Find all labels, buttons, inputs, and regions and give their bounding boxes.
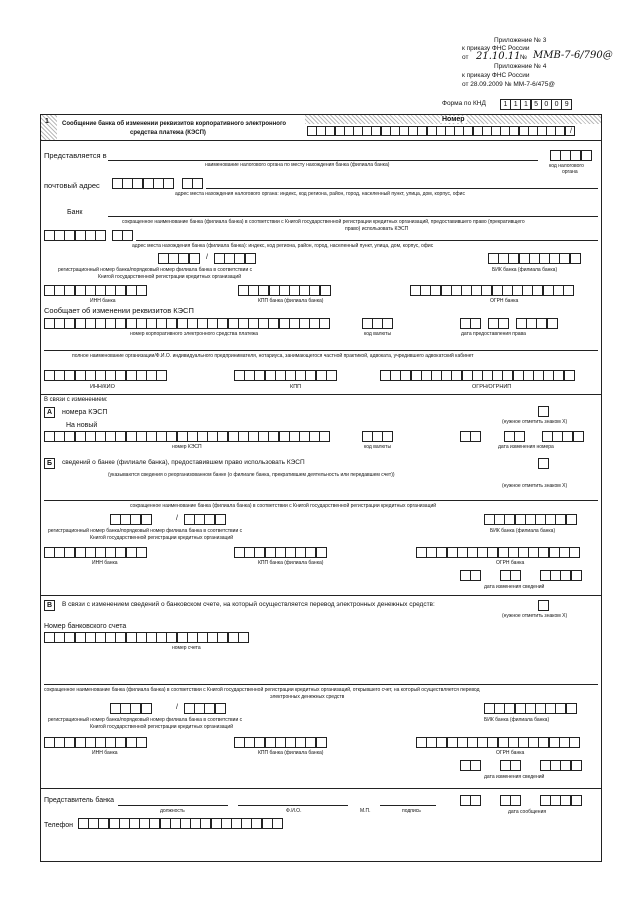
appendix-4: Приложение № 4 — [494, 63, 547, 70]
phone-label: Телефон — [44, 822, 74, 829]
input-cell[interactable] — [566, 514, 577, 525]
tax-org-caption: наименование налогового органа по месту нахождения банка (филиала банка) — [205, 162, 390, 168]
v-reg-caption-2: Книгой государственной регистрации кредитных организаций — [90, 724, 233, 730]
org-name-line[interactable] — [44, 350, 598, 351]
grant-year-cells[interactable] — [516, 318, 557, 329]
v-reg-slash: / — [176, 704, 178, 711]
knd-code-cells — [500, 99, 571, 110]
postal-address-caption: адрес места нахождения налогового органа: индекс, код региона, район, город, населенный пункт, улица, дом, корпус, офис — [175, 191, 465, 197]
postal-address-line[interactable] — [206, 188, 598, 189]
phone-cells[interactable] — [78, 818, 282, 829]
knd-digit: 1 — [510, 99, 521, 110]
v-inn-cells[interactable] — [44, 737, 146, 748]
account-cells[interactable] — [44, 632, 248, 643]
input-cell[interactable] — [163, 178, 174, 189]
b-bik-cells[interactable] — [484, 514, 576, 525]
input-cell[interactable] — [136, 547, 147, 558]
fio-line[interactable] — [238, 805, 348, 806]
b-kpp-caption: КПП банка (филиала банка) — [258, 560, 324, 566]
input-cell[interactable] — [563, 285, 574, 296]
b-label: сведений о банке (филиале банка), предоставившем право использовать КЭСП — [62, 459, 305, 466]
position-line[interactable] — [118, 805, 228, 806]
b-ogrn-cells[interactable] — [416, 547, 579, 558]
input-cell[interactable] — [566, 703, 577, 714]
input-cell[interactable] — [245, 253, 256, 264]
signature-caption: подпись — [402, 808, 421, 814]
v-mark: В — [44, 600, 55, 611]
bik-cells[interactable] — [488, 253, 580, 264]
input-cell[interactable] — [573, 431, 584, 442]
knd-digit: 5 — [531, 99, 542, 110]
reg-number-cells[interactable] — [158, 253, 199, 264]
kpp2-caption: КПП — [290, 384, 302, 390]
mp-caption: М.П. — [360, 808, 371, 814]
input-cell[interactable] — [547, 318, 558, 329]
v-short-name-caption-1: сокращенное наименование банка (филиала банка) в соответствии с Книгой государственной регистрации кредитных организаций, открывшего счет, на который осуществляется перевод — [44, 687, 480, 693]
knd-digit: 1 — [520, 99, 531, 110]
v-bank-name-line[interactable] — [44, 684, 598, 685]
input-cell[interactable] — [272, 818, 283, 829]
section-divider — [40, 788, 602, 789]
input-cell[interactable] — [382, 431, 393, 442]
v-reg-cells[interactable] — [110, 703, 151, 714]
postal-index-cells[interactable] — [112, 178, 173, 189]
v-branch-cells[interactable] — [184, 703, 225, 714]
innkio-cells[interactable] — [44, 370, 166, 381]
inn-caption: ИНН банка — [90, 298, 116, 304]
b-reg-caption-1: регистрационный номер банка/порядковый номер филиала банка в соответствии с — [48, 528, 243, 534]
input-cell[interactable] — [156, 370, 167, 381]
input-cell[interactable] — [571, 795, 582, 806]
input-cell[interactable] — [192, 178, 203, 189]
input-cell[interactable] — [514, 431, 525, 442]
new-currency-cells[interactable] — [362, 431, 393, 442]
signature-line[interactable] — [380, 805, 436, 806]
title-mark: 1 — [45, 118, 49, 125]
reg-caption-1: регистрационный номер банка/порядковый номер филиала банка в соответствии с — [58, 267, 253, 273]
tax-org-line[interactable] — [108, 160, 538, 161]
input-cell[interactable] — [571, 760, 582, 771]
b-reg-caption-2: Книгой государственной регистрации кредитных организаций — [90, 535, 233, 541]
appendix-3-date-label: от — [462, 54, 469, 61]
branch-number-cells[interactable] — [214, 253, 255, 264]
v-kpp-cells[interactable] — [234, 737, 326, 748]
v-kpp-caption: КПП банка (филиала банка) — [258, 750, 324, 756]
input-cell[interactable] — [569, 547, 580, 558]
b-kpp-cells[interactable] — [234, 547, 326, 558]
innkio-caption: ИНН/КИО — [90, 384, 115, 390]
grant-month-cells[interactable] — [488, 318, 508, 329]
number-cells[interactable] — [307, 126, 574, 137]
postal-region-cells[interactable] — [182, 178, 202, 189]
b-bik-caption: БИК банка (филиала банка) — [490, 528, 556, 534]
input-cell[interactable] — [510, 570, 521, 581]
msg-date-caption: дата сообщения — [508, 809, 547, 815]
v-short-name-caption-2: электронных денежных средств — [270, 694, 345, 700]
input-cell[interactable] — [319, 318, 330, 329]
change-date-caption: дата изменения номера — [498, 444, 554, 450]
input-cell[interactable] — [215, 514, 226, 525]
appendix-3-num-label: № — [520, 54, 527, 61]
bank-caption-1: сокращенное наименование банка (филиала банка) в соответствии с Книгой государственной регистрации кредитных организаций, предоставившего право (прекративщего — [122, 219, 525, 225]
grant-date-caption: дата предоставления права — [461, 331, 526, 337]
input-cell[interactable] — [570, 253, 581, 264]
msg-day-cells[interactable] — [460, 795, 480, 806]
appendix-3-order: к приказу ФНС России — [462, 45, 530, 52]
input-cell[interactable] — [382, 318, 393, 329]
v-info-day-cells[interactable] — [460, 760, 480, 771]
input-cell[interactable] — [95, 230, 106, 241]
input-cell[interactable] — [316, 737, 327, 748]
a-mark: А — [44, 407, 55, 418]
reg-slash: / — [206, 254, 208, 261]
b-info-date-caption: дата изменения сведений — [484, 584, 545, 590]
tax-code-caption-1: код налогового — [549, 163, 584, 169]
knd-digit: 1 — [500, 99, 511, 110]
input-cell[interactable] — [141, 703, 152, 714]
a-checkbox[interactable] — [538, 406, 549, 417]
bank-region-cells[interactable] — [112, 230, 132, 241]
input-cell[interactable] — [470, 431, 481, 442]
b-reg-cells[interactable] — [110, 514, 151, 525]
kpp2-cells[interactable] — [234, 370, 336, 381]
input-cell[interactable] — [569, 737, 580, 748]
input-cell[interactable] — [238, 632, 249, 643]
v-ogrn-caption: ОГРН банка — [496, 750, 525, 756]
reg-caption-2: Книгой государственной регистрации кредитных организаций — [98, 274, 241, 280]
section-divider — [40, 394, 602, 395]
input-cell[interactable] — [319, 431, 330, 442]
input-cell[interactable] — [215, 703, 226, 714]
title-line-2: средства платежа (КЭСП) — [130, 130, 206, 136]
a-label: номера КЭСП — [62, 409, 108, 416]
knd-digit: 9 — [561, 99, 572, 110]
v-label: В связи с изменением сведений о банковском счете, на который осуществляется перевод электронных денежных средств: — [62, 601, 435, 608]
b-bank-name-line[interactable] — [44, 500, 598, 501]
knd-digit: 0 — [541, 99, 552, 110]
tax-code-cells[interactable] — [550, 150, 591, 161]
v-info-date-caption: дата изменения сведений — [484, 774, 545, 780]
kesp-number-cells[interactable] — [44, 318, 330, 329]
kpp-caption: КПП банка (филиала банка) — [258, 298, 324, 304]
currency-cells[interactable] — [362, 318, 393, 329]
bik-caption: БИК банка (филиала банка) — [492, 267, 558, 273]
inn-cells[interactable] — [44, 285, 146, 296]
b-branch-cells[interactable] — [184, 514, 225, 525]
input-cell[interactable] — [470, 760, 481, 771]
section-divider — [40, 595, 602, 596]
b-info-year-cells[interactable] — [540, 570, 581, 581]
b-reg-slash: / — [176, 515, 178, 522]
b-short-name-caption: сокращенное наименование банка (филиала банка) в соответствии с Книгой государственной регистрации кредитных организаций — [130, 503, 437, 509]
v-info-year-cells[interactable] — [540, 760, 581, 771]
rep-label: Представитель банка — [44, 797, 115, 804]
input-cell[interactable] — [498, 318, 509, 329]
ogrn-cells[interactable] — [410, 285, 573, 296]
input-cell[interactable] — [136, 285, 147, 296]
b-inn-caption: ИНН банка — [92, 560, 118, 566]
a-mark-hint: (нужное отметить знаком X) — [502, 419, 568, 425]
input-cell[interactable] — [189, 253, 200, 264]
knd-digit: 0 — [551, 99, 562, 110]
b-note: (указываются сведения о реорганизованном банке (о филиале банка, прекратившем деятельность или передавшем счет)) — [108, 472, 395, 478]
handwritten-order-number: ММВ-7-6/790@ — [533, 50, 613, 61]
input-cell[interactable] — [136, 737, 147, 748]
grant-day-cells[interactable] — [460, 318, 480, 329]
ogrnip-cells[interactable] — [380, 370, 574, 381]
input-cell[interactable] — [326, 370, 337, 381]
v-reg-caption-1: регистрационный номер банка/порядковый номер филиала банка в соответствии с — [48, 717, 243, 723]
change-month-cells[interactable] — [504, 431, 524, 442]
appendix-4-date: от 28.09.2009 № ММ-7-6/475@ — [462, 81, 556, 88]
v-bik-cells[interactable] — [484, 703, 576, 714]
v-ogrn-cells[interactable] — [416, 737, 579, 748]
msg-year-cells[interactable] — [540, 795, 581, 806]
new-currency-caption: код валюты — [364, 444, 392, 450]
bank-name-line[interactable] — [108, 216, 598, 217]
input-cell[interactable] — [510, 795, 521, 806]
corner-mark — [41, 115, 57, 140]
presented-label: Представляется в — [44, 151, 107, 160]
kpp-cells[interactable] — [238, 285, 330, 296]
handwritten-date: 21.10.11 — [476, 51, 521, 62]
kesp-number-caption: номер корпоративного электронного средства платежа — [130, 331, 259, 337]
input-cell[interactable] — [564, 370, 575, 381]
bank-caption-2: право) использовать КЭСП — [345, 226, 409, 232]
b-checkbox[interactable] — [538, 458, 549, 469]
account-label: Номер банковского счета — [44, 623, 127, 630]
input-cell[interactable] — [320, 285, 331, 296]
appendix-3: Приложение № 3 — [494, 37, 547, 44]
fio-caption: Ф.И.О. — [286, 808, 302, 814]
input-cell[interactable] — [470, 795, 481, 806]
bank-address-caption: адрес места нахождения банка (филиала банка): индекс, код региона, район, город, населенный пункт, улица, дом, корпус, офис — [132, 243, 434, 249]
b-inn-cells[interactable] — [44, 547, 146, 558]
appendix-4-order: к приказу ФНС России — [462, 72, 530, 79]
org-name-caption: полное наименование организации/Ф.И.О. индивидуального предпринимателя, нотариуса, занимающегося частной практикой, адвоката, учредившего адвокатский кабинет — [72, 353, 474, 359]
new-label: На новый — [66, 422, 98, 429]
v-info-month-cells[interactable] — [500, 760, 520, 771]
bank-label: Банк — [67, 209, 83, 216]
bank-index-cells[interactable] — [44, 230, 105, 241]
input-cell[interactable] — [581, 150, 592, 161]
b-ogrn-caption: ОГРН банка — [496, 560, 525, 566]
ogrnip-caption: ОГРН/ОГРНИП — [472, 384, 512, 390]
v-inn-caption: ИНН банка — [92, 750, 118, 756]
input-cell[interactable] — [510, 760, 521, 771]
input-cell[interactable] — [470, 318, 481, 329]
reports-label: Сообщает об изменении реквизитов КЭСП — [44, 306, 194, 315]
title-line-1: Сообщение банка об изменении реквизитов корпоративного электронного — [62, 121, 287, 127]
currency-caption: код валюты — [364, 331, 392, 337]
tax-code-caption-2: органа — [562, 169, 578, 175]
postal-label: почтовый адрес — [44, 181, 100, 190]
bank-address-line[interactable] — [136, 240, 598, 241]
change-day-cells[interactable] — [460, 431, 480, 442]
v-mark-hint: (нужное отметить знаком X) — [502, 613, 568, 619]
change-year-cells[interactable] — [542, 431, 583, 442]
b-info-month-cells[interactable] — [500, 570, 520, 581]
new-kesp-cells[interactable] — [44, 431, 330, 442]
v-checkbox[interactable] — [538, 600, 549, 611]
knd-label: Форма по КНД — [442, 100, 486, 107]
v-bik-caption: БИК банка (филиала банка) — [484, 717, 550, 723]
b-mark-hint: (нужное отметить знаком X) — [502, 483, 568, 489]
new-kesp-caption: номер КЭСП — [172, 444, 202, 450]
account-caption: номер счета — [172, 645, 201, 651]
position-caption: должность — [160, 808, 185, 814]
number-label: Номер — [442, 116, 465, 123]
input-cell[interactable] — [316, 547, 327, 558]
input-cell[interactable] — [122, 230, 133, 241]
input-cell[interactable] — [141, 514, 152, 525]
number-slash: / — [570, 128, 572, 135]
due-to-label: В связи с изменением: — [44, 397, 108, 403]
input-cell[interactable] — [470, 570, 481, 581]
ogrn-caption: ОГРН банка — [490, 298, 519, 304]
msg-month-cells[interactable] — [500, 795, 520, 806]
b-mark: Б — [44, 458, 55, 469]
b-info-day-cells[interactable] — [460, 570, 480, 581]
input-cell[interactable] — [571, 570, 582, 581]
